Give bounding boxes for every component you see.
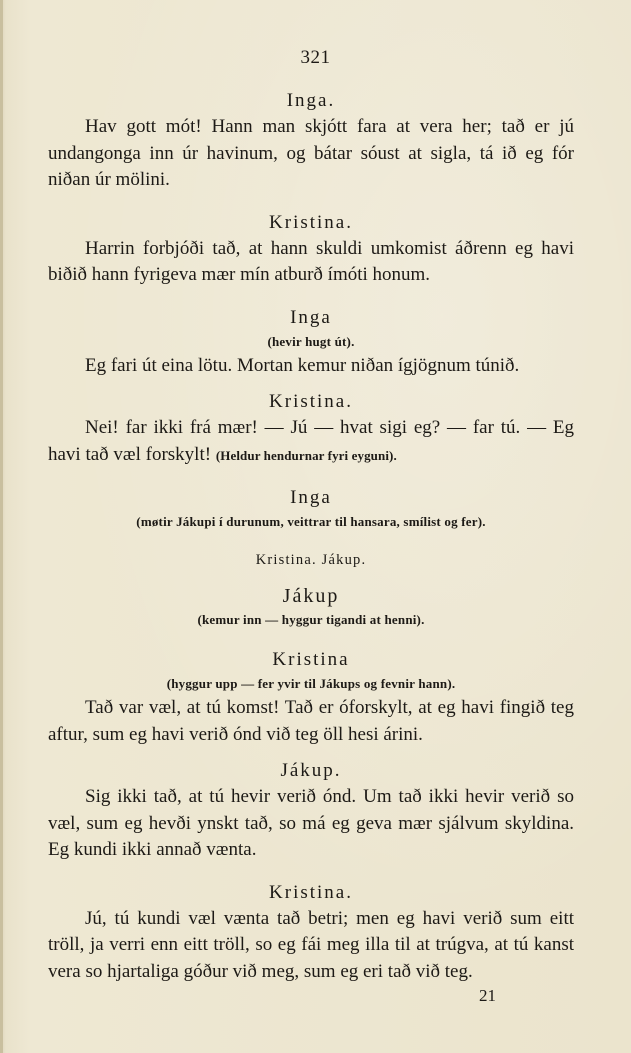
speaker-heading: Kristina.: [269, 881, 353, 903]
stage-direction: (hevir hugt út).: [267, 333, 355, 349]
speaker-heading: Kristina: [272, 649, 350, 670]
speaker-heading: Inga.: [286, 90, 336, 111]
dialogue-paragraph: Sig ikki tað, at tú hevir verið ónd. Um tað ikki hevir verið so væl, sum eg hevði ynskt tað, so má eg geva mær sjálvum skyldina. Eg kundi ikki annað vænta.: [48, 786, 574, 860]
dialogue-paragraph: [48, 415, 574, 469]
speaker-heading: Inga: [290, 306, 332, 328]
speaker-heading: Jákup: [282, 585, 340, 607]
speaker-heading: Jákup.: [280, 760, 342, 781]
dialogue-paragraph: Hav gott mót! Hann man skjótt fara at vera her; tað er jú undangonga inn úr havinum, og bátar sóust at sigla, tá ið eg fór niðan úr mölini.: [48, 116, 574, 190]
speaker-heading: Kristina.: [269, 391, 353, 412]
page-edge: [0, 0, 3, 1053]
stage-direction: (møtir Jákupi í durunum, veittrar til hansara, smílist og fer).: [136, 514, 486, 529]
signature-number: 21: [479, 986, 496, 1005]
scene-characters: Kristina. Jákup.: [255, 552, 367, 568]
stage-direction: (hyggur upp — fer yvir til Jákups og fevnir hann).: [166, 676, 456, 691]
dialogue-paragraph: Eg fari út eina lötu. Mortan kemur niðan ígjögnum túnið.: [85, 354, 520, 376]
speaker-heading: Inga: [290, 487, 332, 508]
page-number: 321: [300, 47, 331, 68]
speaker-heading: Kristina.: [269, 211, 353, 233]
dialogue-text: Nei! far ikki frá mær! — Jú — hvat sigi eg? — far tú. — Eg havi tað væl forskylt!: [48, 417, 574, 465]
page-text: [48, 88, 574, 985]
dialogue-paragraph: Jú, tú kundi væl vænta tað betri; men eg havi verið sum eitt tröll, ja verri enn eitt tröll, so eg fái meg illa til at trúgva, at tú kanst vera so hjartaliga góður við meg, sum eg eri tað við teg.: [48, 907, 574, 982]
stage-direction: (kemur inn — hyggur tigandi at henni).: [197, 612, 425, 627]
inline-stage-direction: (Heldur hendurnar fyri eyguni).: [215, 447, 397, 463]
dialogue-paragraph: Tað var væl, at tú komst! Tað er óforskylt, at eg havi fingið teg aftur, sum eg havi verið ónd við teg öll hesi árini.: [48, 697, 574, 745]
dialogue-paragraph: Harrin forbjóði tað, at hann skuldi umkomist áðrenn eg havi biðið hann fyrigeva mær mín atburð ímóti honum.: [48, 237, 574, 285]
